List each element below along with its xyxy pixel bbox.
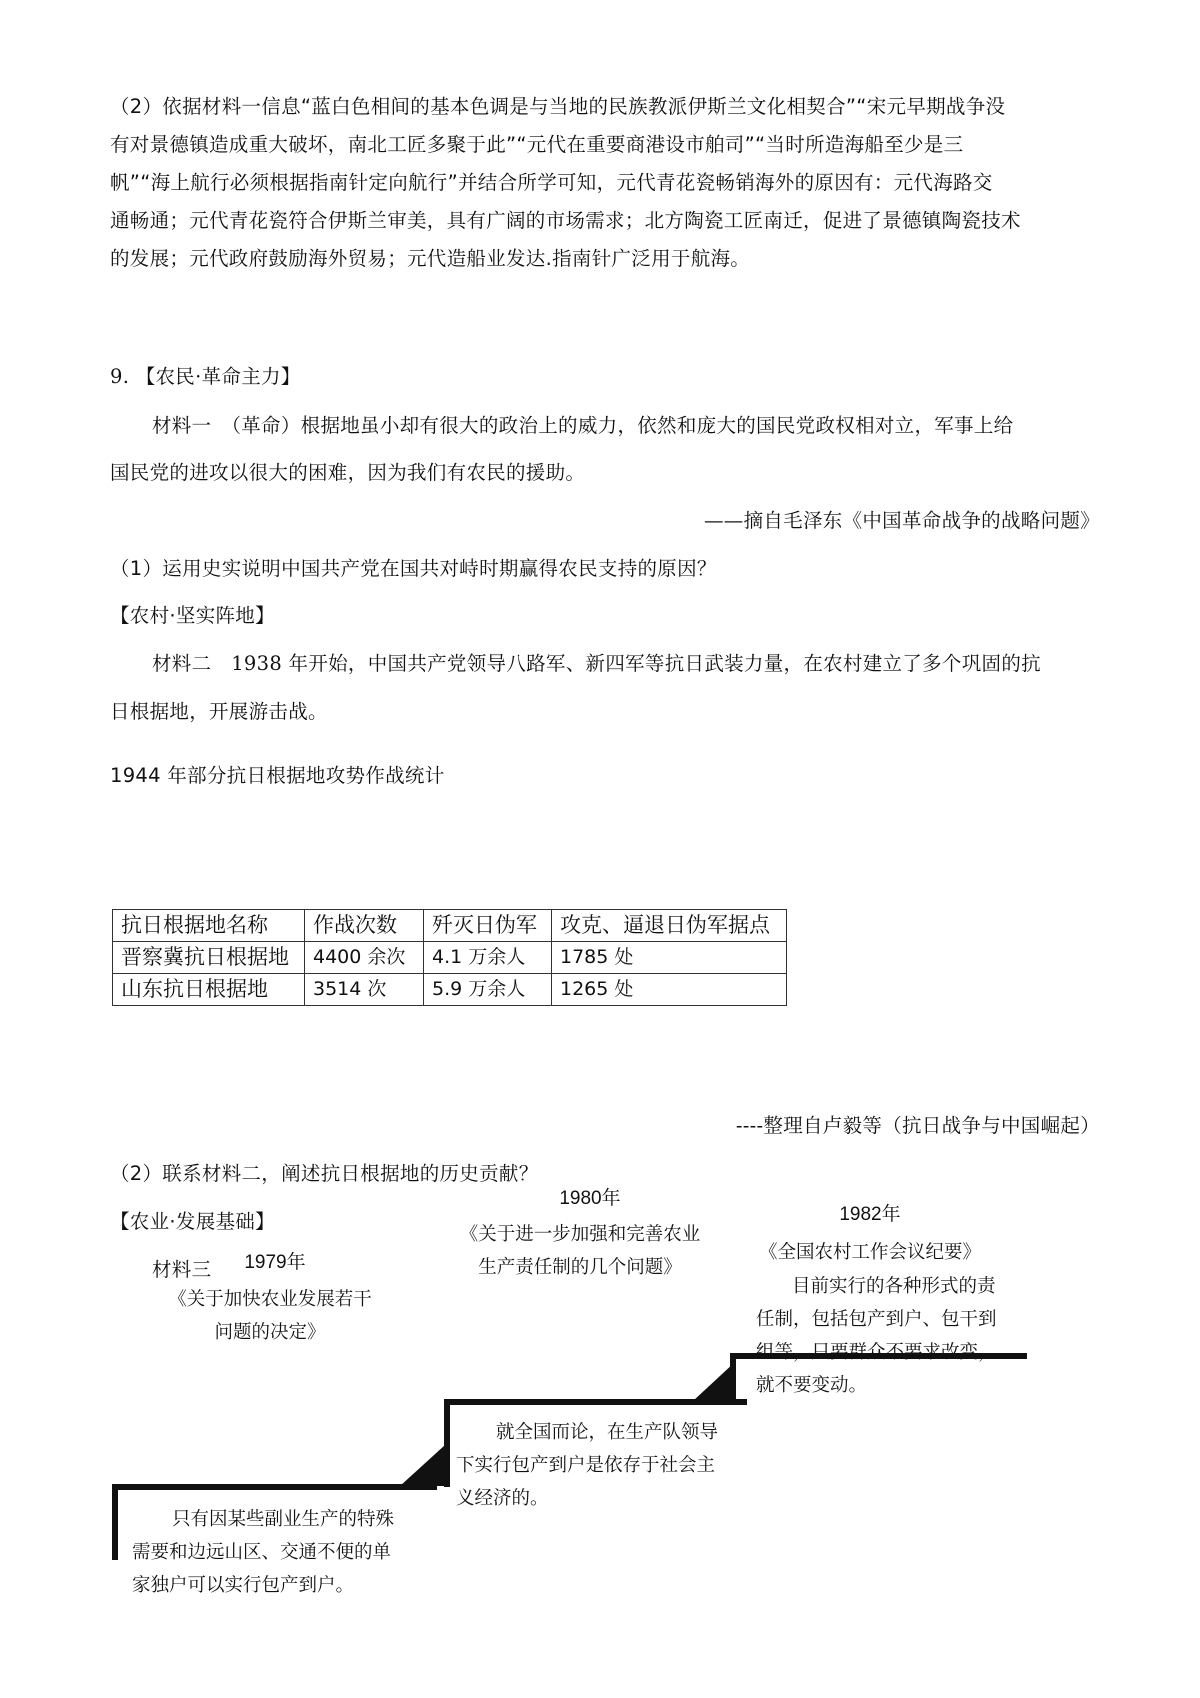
- timeline-doc-title: 生产责任制的几个问题》: [478, 1256, 682, 1277]
- material3-label: 材料三: [152, 1258, 212, 1281]
- timeline-doc-title: 《关于进一步加强和完善农业: [459, 1223, 701, 1244]
- table-cell: 1265 处: [552, 974, 787, 1006]
- material1-source: ——摘自毛泽东《中国革命战争的战略问题》: [703, 509, 1100, 532]
- q8-answer-line: 的发展；元代政府鼓励海外贸易；元代造船业发达.指南针广泛用于航海。: [110, 247, 751, 270]
- table-cell: 4.1 万余人: [424, 942, 552, 974]
- table-cell: 3514 次: [305, 974, 424, 1006]
- table-source: ----整理自卢毅等（抗日战争与中国崛起）: [735, 1114, 1100, 1137]
- table-cell: 5.9 万余人: [424, 974, 552, 1006]
- table-cell: 1785 处: [552, 942, 787, 974]
- table-row: [113, 974, 787, 1006]
- timeline-year-1982: 1982年: [839, 1204, 901, 1225]
- timeline-text-line: 义经济的。: [456, 1487, 549, 1508]
- question-1: （1）运用史实说明中国共产党在国共对峙时期赢得农民支持的原因？: [110, 557, 717, 580]
- table-cell: 晋察冀抗日根据地: [113, 942, 305, 974]
- timeline-doc-title: 问题的决定》: [214, 1321, 326, 1342]
- step-2-wedge: [693, 1362, 735, 1401]
- table-cell: 山东抗日根据地: [113, 974, 305, 1006]
- stats-table: [112, 909, 787, 1006]
- q9-heading: 9. 【农民·革命主力】: [110, 365, 301, 388]
- step-1-wedge: [400, 1445, 445, 1486]
- table-header-cell: 歼灭日伪军: [424, 910, 552, 942]
- timeline-text-line: 家独户可以实行包产到户。: [132, 1574, 355, 1595]
- question-2: （2）联系材料二，阐述抗日根据地的历史贡献？: [110, 1162, 539, 1185]
- q8-answer-line: 有对景德镇造成重大破坏，南北工匠多聚于此”“元代在重要商港设市舶司”“当时所造海船至少是三: [110, 133, 964, 156]
- timeline-text-line: 组等，只要群众不要求改变，: [756, 1341, 997, 1362]
- section-rural-heading: 【农村·坚实阵地】: [110, 604, 275, 627]
- table-cell: 4400 余次: [305, 942, 424, 974]
- timeline-text-line: 下实行包产到户是依存于社会主: [456, 1454, 716, 1475]
- timeline-text-line: 任制，包括包产到户、包干到: [756, 1308, 997, 1329]
- timeline-text-line: 就不要变动。: [756, 1374, 868, 1395]
- timeline-text-line: 需要和边远山区、交通不便的单: [132, 1541, 392, 1562]
- table-header-cell: 攻克、逼退日伪军据点: [552, 910, 787, 942]
- timeline-text-line: 目前实行的各种形式的责: [792, 1275, 996, 1296]
- q8-answer-line: （2）依据材料一信息“蓝白色相间的基本色调是与当地的民族教派伊斯兰文化相契合”“宋元早期战争没: [110, 95, 1006, 118]
- table-header-row: [113, 910, 787, 942]
- timeline-doc-title: 《关于加快农业发展若干: [168, 1288, 372, 1309]
- table-header-cell: 抗日根据地名称: [113, 910, 305, 942]
- timeline-text-line: 就全国而论，在生产队领导: [496, 1421, 719, 1442]
- table-row: [113, 942, 787, 974]
- material2-line: 日根据地，开展游击战。: [110, 700, 328, 723]
- q8-answer-line: 通畅通；元代青花瓷符合伊斯兰审美，具有广阔的市场需求；北方陶瓷工匠南迁，促进了景德镇陶瓷技术: [110, 209, 1021, 232]
- material2-line: 材料二 1938 年开始，中国共产党领导八路军、新四军等抗日武装力量，在农村建立了多个巩固的抗: [152, 652, 1041, 675]
- timeline-year-1979: 1979年: [244, 1252, 306, 1273]
- table-caption: 1944 年部分抗日根据地攻势作战统计: [110, 764, 445, 787]
- timeline-doc-title: 《全国农村工作会议纪要》: [758, 1241, 981, 1262]
- q8-answer-line: 帆”“海上航行必须根据指南针定向航行”并结合所学可知，元代青花瓷畅销海外的原因有：元代海路交: [110, 171, 993, 194]
- table-header-cell: 作战次数: [305, 910, 424, 942]
- timeline-text-line: 只有因某些副业生产的特殊: [172, 1508, 395, 1529]
- timeline-year-1980: 1980年: [559, 1188, 621, 1209]
- section-agriculture-heading: 【农业·发展基础】: [110, 1210, 275, 1233]
- material1-line: 国民党的进攻以很大的困难，因为我们有农民的援助。: [110, 461, 586, 484]
- material1-line: 材料一 （革命）根据地虽小却有很大的政治上的威力，依然和庞大的国民党政权相对立，军事上给: [152, 414, 1014, 437]
